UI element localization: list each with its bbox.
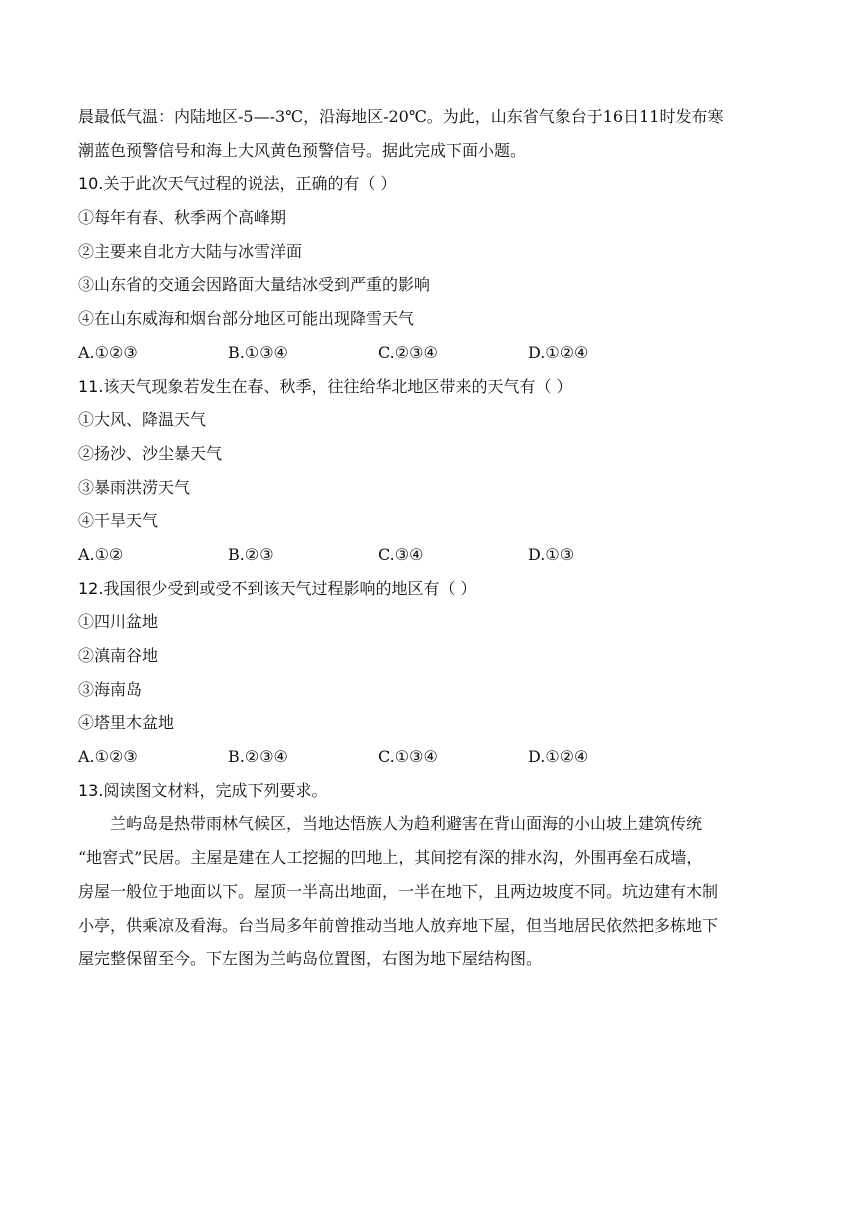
intro-line: 潮蓝色预警信号和海上大风黄色预警信号。据此完成下面小题。: [78, 140, 527, 160]
option-a: A.①②③: [78, 747, 138, 767]
option-a: A.①②: [78, 544, 124, 564]
option-b: B.①③④: [228, 342, 288, 362]
question-10: [78, 167, 778, 369]
option-b: B.②③: [228, 544, 274, 564]
answer-options: [78, 336, 778, 370]
question-item: ③暴雨洪涝天气: [78, 477, 191, 497]
question-11: [78, 370, 778, 572]
question-item: ①大风、降温天气: [78, 410, 207, 430]
question-item: ②扬沙、沙尘暴天气: [78, 443, 223, 463]
question-item: ①四川盆地: [78, 612, 159, 632]
material-line: 房屋一般位于地面以下。屋顶一半高出地面，一半在地下，且两边坡度不同。坑边建有木制: [78, 881, 719, 901]
option-d: D.①②④: [528, 747, 589, 767]
material-line: 屋完整保留至今。下左图为兰屿岛位置图，右图为地下屋结构图。: [78, 949, 543, 969]
question-stem: 11.该天气现象若发生在春、秋季，往往给华北地区带来的天气有（ ）: [78, 376, 573, 396]
option-c: C.①③④: [378, 747, 438, 767]
material-line: 小亭，供乘凉及看海。台当局多年前曾推动当地人放弃地下屋，但当地居民依然把多栋地下: [78, 915, 719, 935]
question-stem: 13.阅读图文材料，完成下列要求。: [78, 780, 328, 800]
intro-paragraph: [78, 100, 778, 167]
option-a: A.①②③: [78, 342, 138, 362]
option-b: B.②③④: [228, 747, 288, 767]
option-d: D.①③: [528, 544, 575, 564]
question-13: [78, 774, 778, 976]
question-stem: 10.关于此次天气过程的说法，正确的有（ ）: [78, 174, 397, 194]
answer-options: [78, 740, 778, 774]
question-item: ②滇南谷地: [78, 646, 159, 665]
question-item: ①每年有春、秋季两个高峰期: [78, 208, 287, 228]
answer-options: [78, 538, 778, 572]
question-item: ④塔里木盆地: [78, 713, 175, 733]
material-line: “地窖式”民居。主屋是建在人工挖掘的凹地上，其间挖有深的排水沟，外围再垒石成墙，: [78, 848, 703, 868]
option-d: D.①②④: [528, 342, 589, 362]
intro-line: 晨最低气温：内陆地区-5—-3℃，沿海地区-20℃。为此，山东省气象台于16日11时发布寒: [78, 107, 724, 126]
document-page: [78, 100, 778, 976]
question-item: ④干旱天气: [78, 511, 159, 531]
question-item: ③海南岛: [78, 679, 143, 699]
material-line: 兰屿岛是热带雨林气候区，当地达悟族人为趋利避害在背山面海的小山坡上建筑传统: [110, 814, 703, 834]
question-item: ②主要来自北方大陆与冰雪洋面: [78, 241, 303, 261]
option-c: C.②③④: [378, 342, 438, 362]
question-12: [78, 572, 778, 774]
question-item: ③山东省的交通会因路面大量结冰受到严重的影响: [78, 275, 431, 295]
option-c: C.③④: [378, 544, 424, 564]
material-paragraph: [78, 807, 778, 975]
question-stem: 12.我国很少受到或受不到该天气过程影响的地区有（ ）: [78, 578, 477, 598]
question-item: ④在山东威海和烟台部分地区可能出现降雪天气: [78, 309, 415, 329]
